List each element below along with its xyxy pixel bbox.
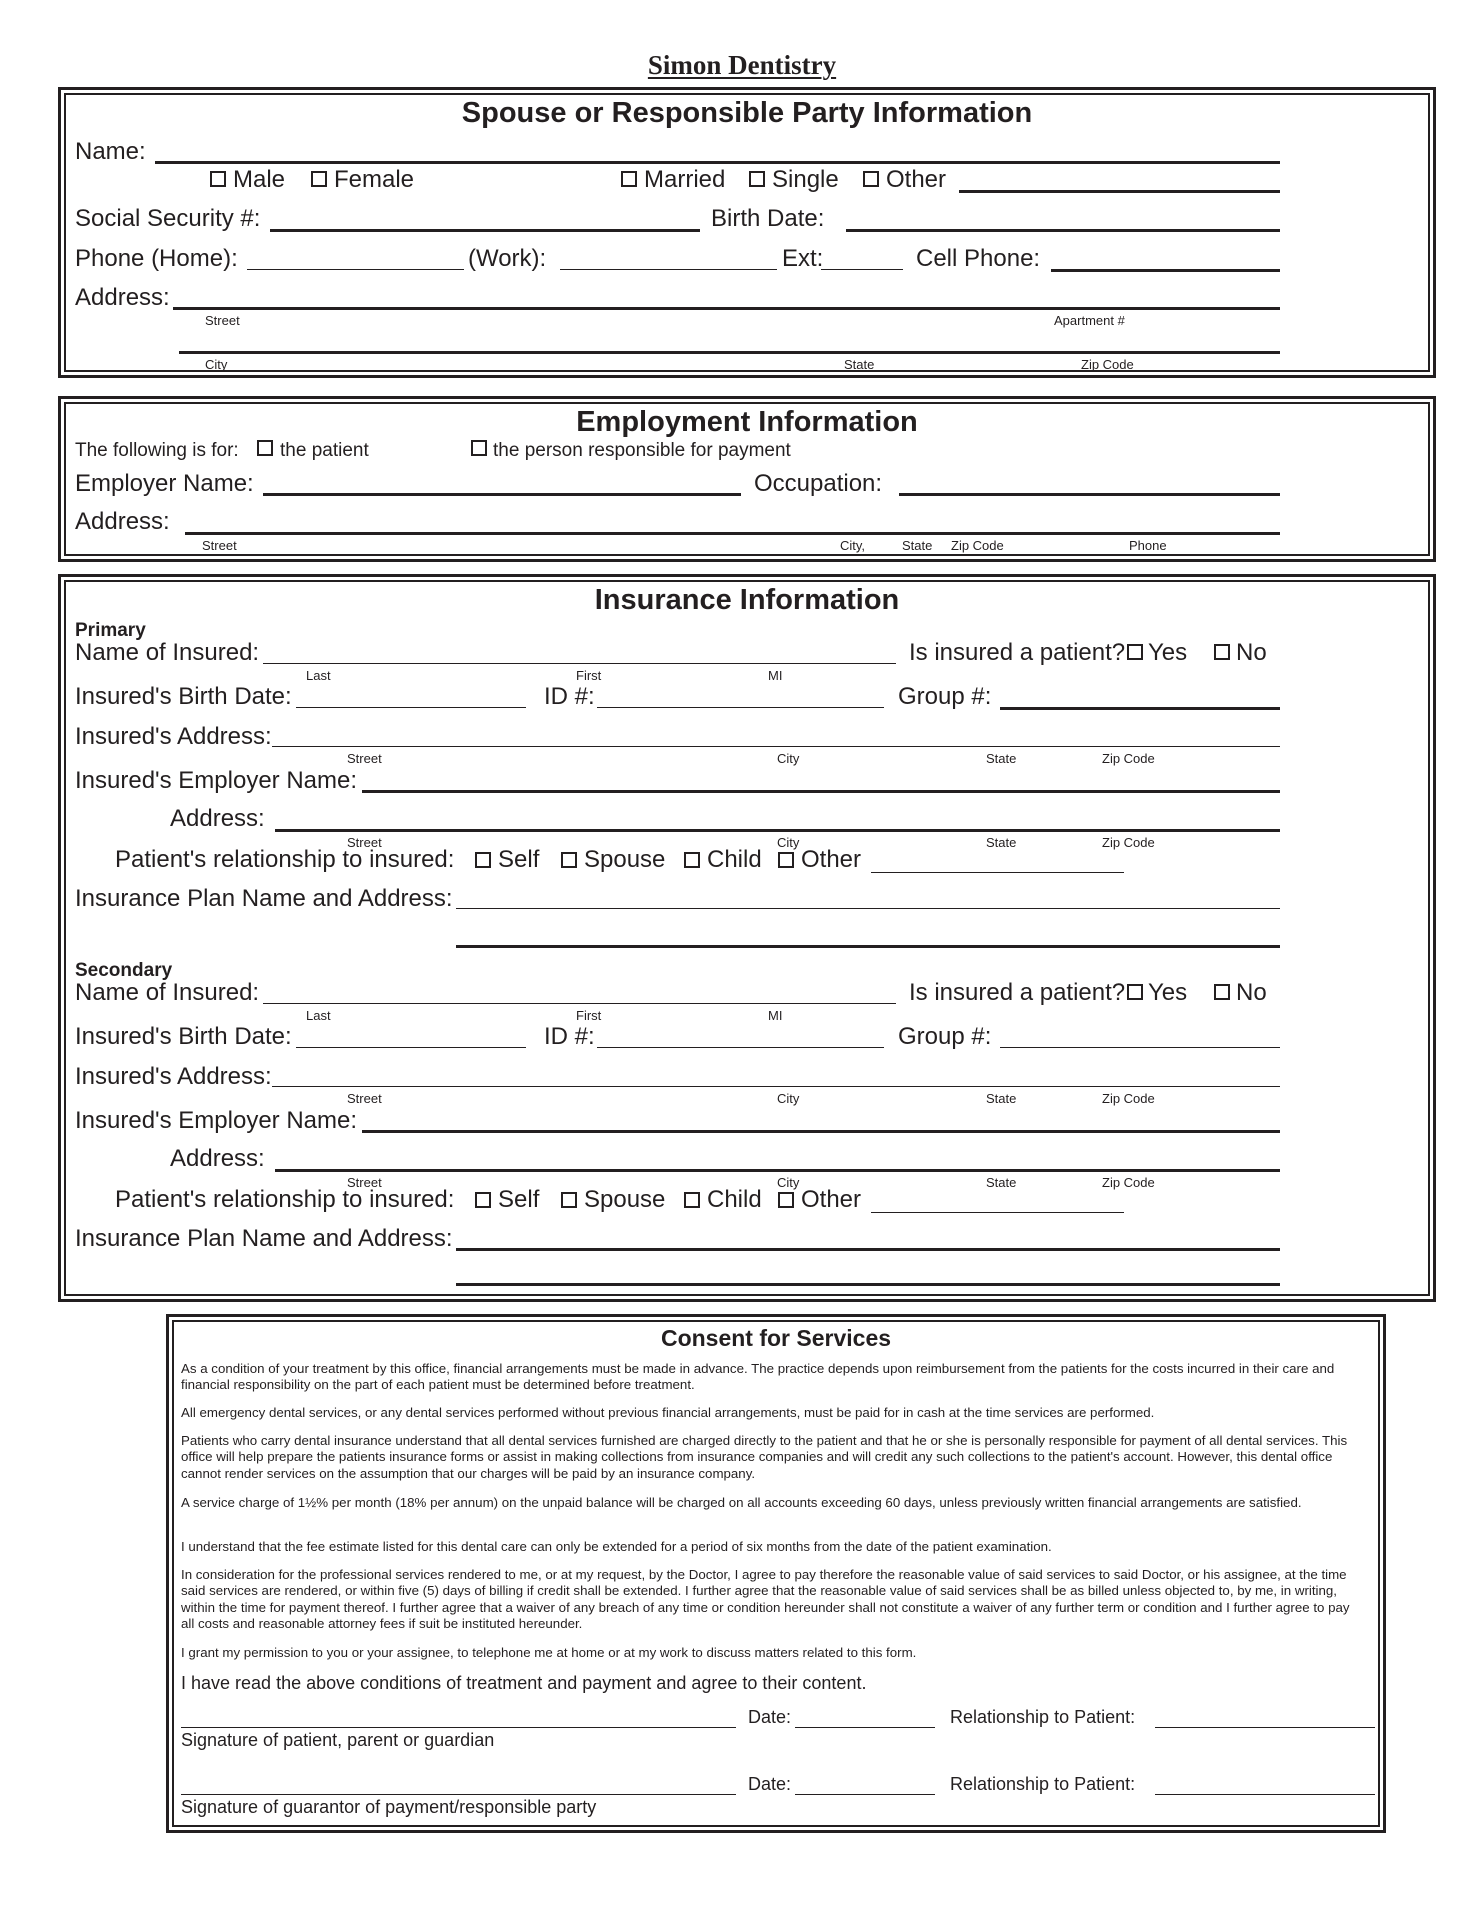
emp-phone-caption: Phone	[1129, 538, 1167, 553]
secondary-other-label: Other	[801, 1186, 862, 1213]
patient-date-field[interactable]	[795, 1727, 935, 1728]
primary-child-checkbox[interactable]	[684, 852, 700, 868]
primary-yes-label: Yes	[1148, 639, 1188, 666]
primary-spouse-label: Spouse	[584, 846, 666, 873]
secondary-emp-street-caption: Street	[347, 1175, 382, 1190]
secondary-group-label: Group #:	[898, 1023, 992, 1050]
secondary-insurance	[66, 922, 1428, 1302]
birth-date-label: Birth Date:	[711, 205, 825, 232]
secondary-child-checkbox[interactable]	[684, 1192, 700, 1208]
secondary-address-field[interactable]	[272, 1086, 1280, 1087]
primary-zip-caption: Zip Code	[1102, 751, 1155, 766]
secondary-plan-label: Insurance Plan Name and Address:	[75, 1225, 453, 1252]
consent-paragraph-5: I understand that the fee estimate listed for this dental care can only be extended for a period of six months from the date of the patient examination.	[181, 1539, 1052, 1554]
primary-no-checkbox[interactable]	[1214, 644, 1230, 660]
secondary-birth-date-label: Insured's Birth Date:	[75, 1023, 292, 1050]
primary-address-label: Insured's Address:	[75, 723, 272, 750]
address-label: Address:	[75, 284, 170, 311]
secondary-first-caption: First	[576, 1008, 602, 1023]
spouse-section-title: Spouse or Responsible Party Information	[461, 97, 1033, 129]
primary-employer-label: Insured's Employer Name:	[75, 767, 358, 794]
primary-group-label: Group #:	[898, 683, 992, 710]
secondary-employer-address-field[interactable]	[275, 1169, 1280, 1172]
consent-section	[166, 1314, 1386, 1833]
secondary-id-label: ID #:	[544, 1023, 595, 1050]
other-marital-label: Other	[886, 166, 947, 193]
male-label: Male	[233, 166, 286, 193]
primary-yes-checkbox[interactable]	[1127, 644, 1143, 660]
female-checkbox[interactable]	[311, 171, 327, 187]
married-label: Married	[644, 166, 726, 193]
spouse-section	[58, 87, 1436, 378]
secondary-self-checkbox[interactable]	[475, 1192, 491, 1208]
work-phone-label: (Work):	[468, 245, 547, 272]
work-phone-field[interactable]	[560, 269, 777, 270]
cell-phone-field[interactable]	[1051, 269, 1280, 272]
secondary-zip-caption: Zip Code	[1102, 1091, 1155, 1106]
secondary-spouse-label: Spouse	[584, 1186, 666, 1213]
guarantor-signature-caption: Signature of guarantor of payment/responsible party	[181, 1797, 597, 1817]
for-patient-label: the patient	[280, 440, 369, 461]
following-for-label: The following is for:	[75, 440, 239, 461]
secondary-employer-address-label: Address:	[170, 1145, 265, 1172]
secondary-plan-field-2[interactable]	[456, 1283, 1280, 1286]
for-responsible-label: the person responsible for payment	[493, 440, 791, 461]
secondary-name-field[interactable]	[263, 1003, 896, 1004]
single-checkbox[interactable]	[749, 171, 765, 187]
secondary-employer-label: Insured's Employer Name:	[75, 1107, 358, 1134]
primary-self-checkbox[interactable]	[475, 852, 491, 868]
primary-name-label: Name of Insured:	[75, 639, 260, 666]
insurance-section	[58, 574, 1436, 1302]
address-city-field[interactable]	[179, 351, 1280, 354]
consent-paragraph-2: All emergency dental services, or any dental services performed without previous financial arrangements, must be paid for in cash at the time services are performed.	[181, 1405, 1155, 1420]
primary-no-label: No	[1236, 639, 1267, 666]
apartment-caption: Apartment #	[1054, 313, 1125, 328]
primary-heading: Primary	[75, 620, 146, 641]
primary-birth-date-label: Insured's Birth Date:	[75, 683, 292, 710]
primary-emp-city-caption: City	[777, 835, 800, 850]
occupation-field[interactable]	[899, 493, 1280, 496]
primary-first-caption: First	[576, 668, 602, 683]
guarantor-relationship-field[interactable]	[1155, 1794, 1375, 1795]
single-label: Single	[772, 166, 839, 193]
male-checkbox[interactable]	[210, 171, 226, 187]
secondary-id-field[interactable]	[597, 1047, 884, 1048]
consent-paragraph-4: A service charge of 1½% per month (18% per annum) on the unpaid balance will be charged on all accounts exceeding 60 days, unless previously written financial arrangements are satisfied.	[181, 1495, 1302, 1510]
primary-emp-state-caption: State	[986, 835, 1017, 850]
primary-emp-street-caption: Street	[347, 835, 382, 850]
female-label: Female	[334, 166, 415, 193]
state-caption: State	[844, 357, 875, 372]
primary-plan-field-1[interactable]	[456, 908, 1280, 909]
employment-section	[58, 396, 1436, 562]
employer-address-field[interactable]	[185, 532, 1280, 535]
primary-other-field[interactable]	[871, 872, 1124, 873]
secondary-state-caption: State	[986, 1091, 1017, 1106]
secondary-emp-state-caption: State	[986, 1175, 1017, 1190]
other-marital-checkbox[interactable]	[863, 171, 879, 187]
primary-state-caption: State	[986, 751, 1017, 766]
primary-mi-caption: MI	[768, 668, 783, 683]
primary-birth-date-field[interactable]	[296, 707, 526, 708]
patient-relationship-field[interactable]	[1155, 1727, 1375, 1728]
emp-city-caption: City,	[840, 538, 866, 553]
emp-state-caption: State	[902, 538, 933, 553]
birth-date-field[interactable]	[846, 229, 1280, 232]
secondary-other-field[interactable]	[871, 1212, 1124, 1213]
employer-name-label: Employer Name:	[75, 470, 254, 497]
home-phone-label: Phone (Home):	[75, 245, 238, 272]
secondary-no-label: No	[1236, 979, 1267, 1006]
primary-spouse-checkbox[interactable]	[561, 852, 577, 868]
secondary-yes-label: Yes	[1148, 979, 1188, 1006]
secondary-city-caption: City	[777, 1091, 800, 1106]
secondary-group-field[interactable]	[1000, 1047, 1280, 1048]
emp-zip-caption: Zip Code	[951, 538, 1004, 553]
primary-employer-address-field[interactable]	[275, 829, 1280, 832]
secondary-relationship-label: Patient's relationship to insured:	[115, 1186, 455, 1213]
employer-address-label: Address:	[75, 508, 170, 535]
primary-name-field[interactable]	[263, 663, 896, 664]
primary-address-field[interactable]	[272, 746, 1280, 747]
city-caption: City	[205, 357, 228, 372]
address-street-field[interactable]	[173, 307, 1280, 310]
secondary-last-caption: Last	[306, 1008, 331, 1023]
for-patient-checkbox[interactable]	[257, 440, 273, 456]
primary-employer-address-label: Address:	[170, 805, 265, 832]
secondary-self-label: Self	[498, 1186, 540, 1213]
cell-phone-label: Cell Phone:	[916, 245, 1041, 272]
secondary-plan-field-1[interactable]	[456, 1248, 1280, 1251]
guarantor-relationship-label: Relationship to Patient:	[950, 1774, 1136, 1794]
secondary-birth-date-field[interactable]	[296, 1047, 526, 1048]
secondary-mi-caption: MI	[768, 1008, 783, 1023]
guarantor-signature-field[interactable]	[181, 1794, 736, 1795]
primary-city-caption: City	[777, 751, 800, 766]
other-marital-field[interactable]	[959, 190, 1280, 193]
secondary-no-checkbox[interactable]	[1214, 984, 1230, 1000]
guarantor-date-field[interactable]	[795, 1794, 935, 1795]
consent-paragraph-6: In consideration for the professional services rendered to me, or at my request, by the Doctor, I agree to pay therefore the reasonable value of said services to said Doctor, or his assignee, at the time said services are rendered, or within five (5) days of billing if credit shall be extended. I further agree that the reasonable value of said services shall be as billed unless objected to, by me, in writing, within the time for payment thereof. I further agree that a waiver of any breach of any time or condition hereunder shall not constitute a waiver of any further term or condition and I further agree to pay all costs and reasonable attorney fees if suit be instituted hereunder.	[181, 1567, 1350, 1631]
secondary-yes-checkbox[interactable]	[1127, 984, 1143, 1000]
zip-caption: Zip Code	[1081, 357, 1134, 372]
primary-relationship-label: Patient's relationship to insured:	[115, 846, 455, 873]
secondary-emp-zip-caption: Zip Code	[1102, 1175, 1155, 1190]
primary-self-label: Self	[498, 846, 540, 873]
primary-last-caption: Last	[306, 668, 331, 683]
primary-emp-zip-caption: Zip Code	[1102, 835, 1155, 850]
occupation-label: Occupation:	[754, 470, 883, 497]
primary-plan-label: Insurance Plan Name and Address:	[75, 885, 453, 912]
street-caption: Street	[205, 313, 240, 328]
primary-insurance	[66, 582, 1428, 922]
secondary-street-caption: Street	[347, 1091, 382, 1106]
consent-agreement-text: I have read the above conditions of treatment and payment and agree to their content.	[181, 1673, 867, 1693]
employer-name-field[interactable]	[263, 493, 741, 496]
patient-date-label: Date:	[748, 1707, 792, 1727]
insurance-section-title: Insurance Information	[594, 584, 900, 616]
primary-employer-field[interactable]	[362, 790, 1280, 793]
emp-street-caption: Street	[202, 538, 237, 553]
for-responsible-checkbox[interactable]	[471, 440, 487, 456]
secondary-is-patient-label: Is insured a patient?	[909, 979, 1126, 1006]
consent-section-title: Consent for Services	[660, 1325, 892, 1351]
secondary-employer-field[interactable]	[362, 1130, 1280, 1133]
primary-street-caption: Street	[347, 751, 382, 766]
secondary-heading: Secondary	[75, 960, 173, 981]
primary-id-label: ID #:	[544, 683, 595, 710]
married-checkbox[interactable]	[621, 171, 637, 187]
consent-paragraph-7: I grant my permission to you or your assignee, to telephone me at home or at my work to discuss matters related to this form.	[181, 1645, 917, 1660]
secondary-address-label: Insured's Address:	[75, 1063, 272, 1090]
secondary-name-label: Name of Insured:	[75, 979, 260, 1006]
patient-relationship-label: Relationship to Patient:	[950, 1707, 1136, 1727]
name-field[interactable]	[155, 161, 1280, 164]
secondary-child-label: Child	[707, 1186, 762, 1213]
primary-id-field[interactable]	[597, 707, 884, 708]
guarantor-date-label: Date:	[748, 1774, 792, 1794]
patient-signature-field[interactable]	[181, 1727, 736, 1728]
ssn-field[interactable]	[270, 229, 700, 232]
primary-group-field[interactable]	[1000, 707, 1280, 710]
consent-paragraph-3: Patients who carry dental insurance understand that all dental services furnished are charged directly to the patient and that he or she is personally responsible for payment of all dental services. This office will help prepare the patients insurance forms or assist in making collections from insurance companies and will credit any such collections to the patient's account. However, this dental office cannot render services on the assumption that our charges will be paid by an insurance company.	[181, 1433, 1348, 1481]
secondary-other-checkbox[interactable]	[778, 1192, 794, 1208]
page-title: Simon Dentistry	[647, 50, 837, 80]
primary-other-checkbox[interactable]	[778, 852, 794, 868]
consent-paragraph-1: As a condition of your treatment by this office, financial arrangements must be made in advance. The practice depends upon reimbursement from the patients for the costs incurred in their care and financial responsibility on the part of each patient must be determined before treatment.	[181, 1361, 1335, 1393]
home-phone-field[interactable]	[247, 269, 464, 270]
primary-is-patient-label: Is insured a patient?	[909, 639, 1126, 666]
patient-signature-caption: Signature of patient, parent or guardian	[181, 1730, 495, 1750]
name-label: Name:	[75, 138, 146, 165]
ext-field[interactable]	[821, 269, 903, 270]
secondary-emp-city-caption: City	[777, 1175, 800, 1190]
ssn-label: Social Security #:	[75, 205, 261, 232]
employment-section-title: Employment Information	[576, 406, 918, 438]
primary-other-label: Other	[801, 846, 862, 873]
primary-child-label: Child	[707, 846, 762, 873]
ext-label: Ext:	[782, 245, 824, 272]
secondary-spouse-checkbox[interactable]	[561, 1192, 577, 1208]
